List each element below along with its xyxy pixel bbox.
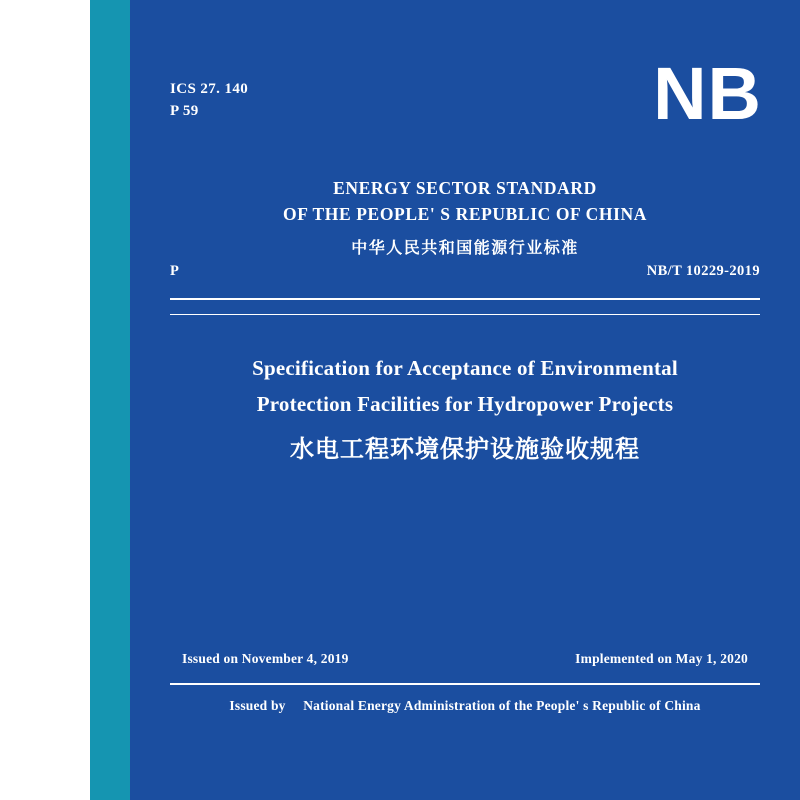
dates-row [182,651,748,667]
cover-panel [130,0,800,800]
code-row [170,263,760,280]
issued-by-label: Issued by [229,698,286,713]
standard-title-block [130,175,800,260]
standard-title-en-line1: ENERGY SECTOR STANDARD [333,178,597,198]
standard-number: NB/T 10229-2019 [646,263,760,279]
issued-date: Issued on November 4, 2019 [182,651,349,666]
document-title-cn: 水电工程环境保护设施验收规程 [290,435,640,463]
standard-title-cn: 中华人民共和国能源行业标准 [351,238,579,257]
classification-code: P 59 [170,103,199,119]
issuer-name: National Energy Administration of the People' s Republic of China [303,698,701,713]
standard-title-en-line2: OF THE PEOPLE' S REPUBLIC OF CHINA [283,204,647,224]
divider-bottom [170,683,760,685]
document-title-block [130,350,800,466]
divider-top [170,298,760,300]
ics-number: ICS 27. 140 [170,81,249,97]
issuer-row [130,698,800,714]
category-code: P [170,263,180,279]
ics-block [170,78,248,122]
implemented-date: Implemented on May 1, 2020 [575,651,748,666]
divider-top-secondary [170,314,760,315]
nb-logo: NB [653,52,762,135]
document-title-en-line1: Specification for Acceptance of Environmental [252,356,678,380]
document-title-en-line2: Protection Facilities for Hydropower Projects [256,392,674,416]
cover-spine [90,0,130,800]
